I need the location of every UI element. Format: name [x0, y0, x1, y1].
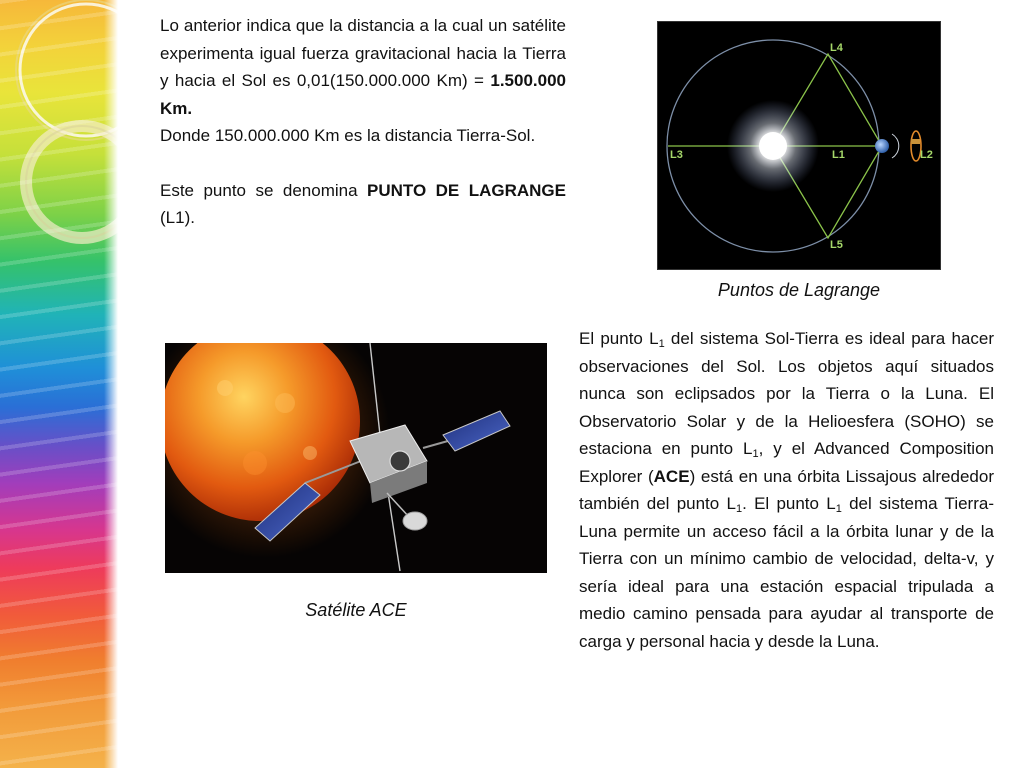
lagrange-caption: Puntos de Lagrange: [717, 280, 881, 300]
label-l5: L5: [830, 239, 843, 251]
sun: [759, 132, 787, 160]
lagrange-point-term: PUNTO DE LAGRANGE: [367, 180, 566, 200]
ace-satellite-image: [165, 343, 547, 573]
label-l2: L2: [920, 149, 933, 161]
intro-paragraph-3: Este punto se denomina PUNTO DE LAGRANGE (L1).: [160, 180, 566, 227]
intro-text-block: [160, 12, 566, 232]
label-l3: L3: [670, 149, 683, 161]
distance-value: 1.500.000 Km.: [160, 71, 566, 118]
lagrange-points-diagram: [657, 21, 941, 270]
label-l1: L1: [832, 149, 845, 161]
ace-caption: Satélite ACE: [305, 600, 407, 620]
antenna-dish: [403, 512, 427, 530]
intro-paragraph-1: Lo anterior indica que la distancia a la cual un satélite experimenta igual fuerza gravitacional hacia la Tierra y hacia el Sol es 0,01(150.000.000 Km) = 1.500.000 Km.: [160, 16, 566, 118]
ace-acronym: ACE: [653, 466, 690, 486]
lagrange-description-paragraph: El punto $L_1$ del sistema Sol-Tierra es ideal para hacer observaciones del Sol. Los objetos aquí situados nunca son eclipsados por la Tierra o la Luna. El Observatorio Solar y de la Helioesfera (SOHO) se estaciona en punto $L_1$, y el Advanced Composition Explorer (ACE) está en una órbita Lissajous alrededor también del punto $L_1$. El punto $L_1$ del sistema Tierra-Luna permite un acceso fácil a la órbita lunar y de la Tierra con un mínimo cambio de velocidad, delta-v, y sería ideal para una estación espacial tripulada a medio camino pensada para ayudar al transporte de carga y personal hacia y desde la Luna.: [579, 329, 994, 651]
label-l4: L4: [830, 42, 843, 54]
earth: [875, 139, 889, 153]
decorative-rainbow-banner: [0, 0, 118, 768]
decorative-rings: [0, 0, 118, 768]
intro-paragraph-2: Donde 150.000.000 Km es la distancia Tierra-Sol.: [160, 126, 536, 145]
